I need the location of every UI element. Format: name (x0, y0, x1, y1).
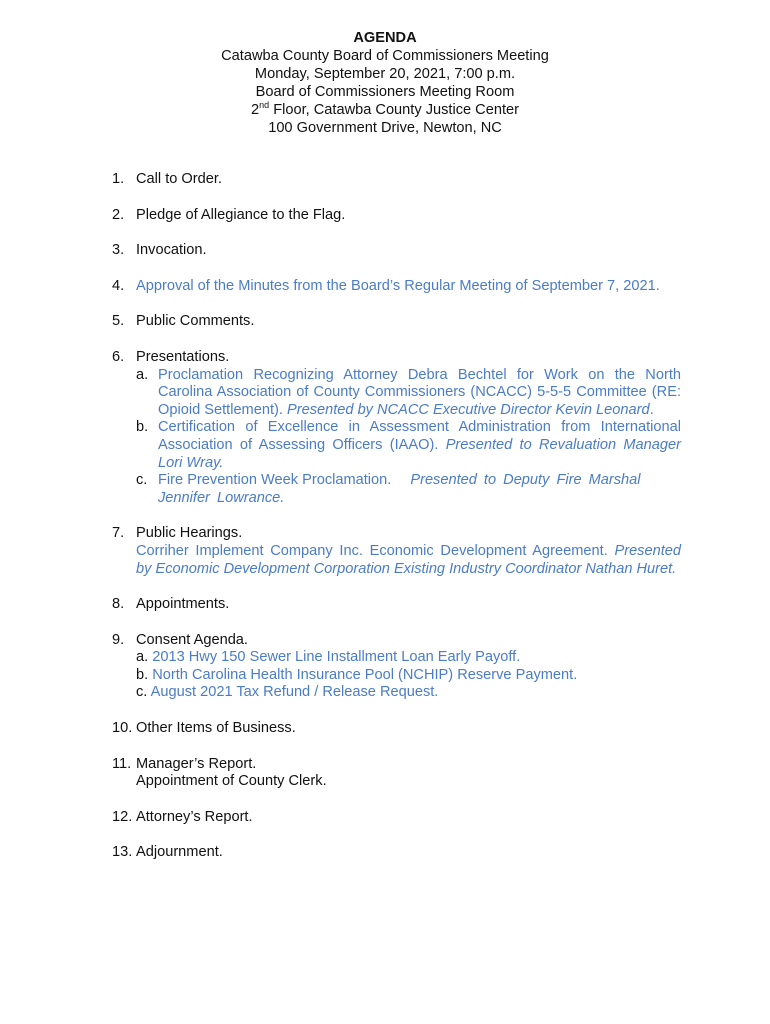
meeting-room: Board of Commissioners Meeting Room (255, 84, 515, 100)
item-number: 12. (112, 808, 133, 825)
item-text: Presentations. (136, 348, 230, 365)
item-text: Call to Order. (136, 171, 222, 187)
agenda-list (0, 171, 770, 880)
item-number: 1. (112, 171, 125, 187)
item-subtext: Appointment of County Clerk. (136, 773, 327, 790)
sub-label: c. (136, 472, 148, 489)
sub-label: b. (136, 666, 149, 683)
agenda-item-9 (0, 632, 770, 702)
presenter-text: Presented to Revaluation Manager Lori Wray. (158, 436, 681, 471)
item-number: 6. (112, 348, 125, 365)
presenter-text: Presented by NCACC Executive Director Kevin Leonard (286, 401, 650, 418)
item-text: Pledge of Allegiance to the Flag. (136, 206, 346, 223)
meeting-address: 100 Government Drive, Newton, NC (268, 120, 502, 136)
tax-refund-link[interactable]: August 2021 Tax Refund / Release Request. (150, 684, 439, 701)
sewer-loan-link[interactable]: 2013 Hwy 150 Sewer Line Installment Loan Early Payoff. (152, 649, 521, 666)
consent-c (136, 684, 681, 702)
meeting-datetime: Monday, September 20, 2021, 7:00 p.m. (254, 66, 516, 82)
consent-b (136, 667, 681, 685)
presenter-end: . (649, 401, 654, 418)
item-number: 3. (112, 242, 125, 259)
agenda-item-4 (0, 278, 770, 296)
minutes-approval-link[interactable]: Approval of the Minutes from the Board’s Regular Meeting of September 7, 2021. (136, 277, 660, 294)
item-text: Invocation. (136, 242, 207, 259)
item-text: Adjournment. (136, 844, 223, 861)
item-number: 4. (112, 277, 125, 294)
item-text: Appointments. (136, 596, 230, 613)
item-number: 13. (112, 844, 133, 861)
agenda-item-3 (0, 242, 770, 260)
agenda-item-10 (0, 720, 770, 738)
agenda-item-6 (0, 349, 770, 507)
item-number: 5. (112, 313, 125, 330)
fire-prevention-link[interactable]: Fire Prevention Week Proclamation. (158, 472, 392, 489)
nchip-reserve-link[interactable]: North Carolina Health Insurance Pool (NCHIP) Reserve Payment. (152, 666, 578, 683)
agenda-item-12 (0, 809, 770, 827)
floor-building: Floor, Catawba County Justice Center (269, 102, 519, 118)
item-number: 8. (112, 596, 125, 613)
presenter-text: Presented by Economic Development Corporation Existing Industry Coordinator Nathan Huret. (136, 542, 681, 577)
presentation-b (136, 419, 681, 472)
presenter-text: Presented to Deputy Fire Marshal Jennifer Lowrance. (158, 472, 641, 506)
meeting-name: Catawba County Board of Commissioners Meeting (221, 48, 549, 64)
item-number: 9. (112, 631, 125, 648)
agenda-item-11 (0, 756, 770, 791)
agenda-item-7 (0, 525, 770, 578)
item-text: Other Items of Business. (136, 720, 296, 737)
corriher-agreement-link[interactable]: Corriher Implement Company Inc. Economic Development Agreement. (136, 542, 608, 559)
presentation-a (136, 367, 681, 420)
presentation-c (136, 472, 681, 507)
item-number: 10. (112, 720, 133, 737)
agenda-title: AGENDA (353, 30, 417, 46)
item-number: 2. (112, 206, 125, 223)
agenda-header (0, 29, 770, 137)
agenda-item-2 (0, 207, 770, 225)
proclamation-bechtel-link[interactable]: Proclamation Recognizing Attorney Debra Bechtel for Work on the North Carolina Association of County Commissioners (NCACC) 5-5-5 Committee (RE: Opioid Settlement). (158, 366, 681, 418)
agenda-item-5 (0, 313, 770, 331)
agenda-item-13 (0, 844, 770, 862)
sub-label: a. (136, 366, 149, 383)
agenda-item-8 (0, 596, 770, 614)
item-text: Manager’s Report. (136, 755, 257, 772)
meeting-floor (0, 101, 770, 119)
item-text: Public Comments. (136, 313, 255, 330)
sub-label: a. (136, 649, 149, 666)
item-text: Public Hearings. (136, 525, 243, 542)
item-text: Consent Agenda. (136, 631, 248, 648)
floor-number: 2 (251, 102, 260, 118)
item-number: 7. (112, 525, 125, 542)
sub-label: c. (136, 684, 148, 701)
floor-suffix: nd (259, 100, 270, 111)
iaao-certification-link[interactable]: Certification of Excellence in Assessment Administration from International Association of Assessing Officers (IAAO). (158, 419, 681, 453)
sub-label: b. (136, 419, 149, 436)
consent-a (136, 649, 681, 667)
item-text: Attorney’s Report. (136, 808, 253, 825)
agenda-item-1 (0, 171, 770, 189)
item-number: 11. (112, 755, 132, 772)
